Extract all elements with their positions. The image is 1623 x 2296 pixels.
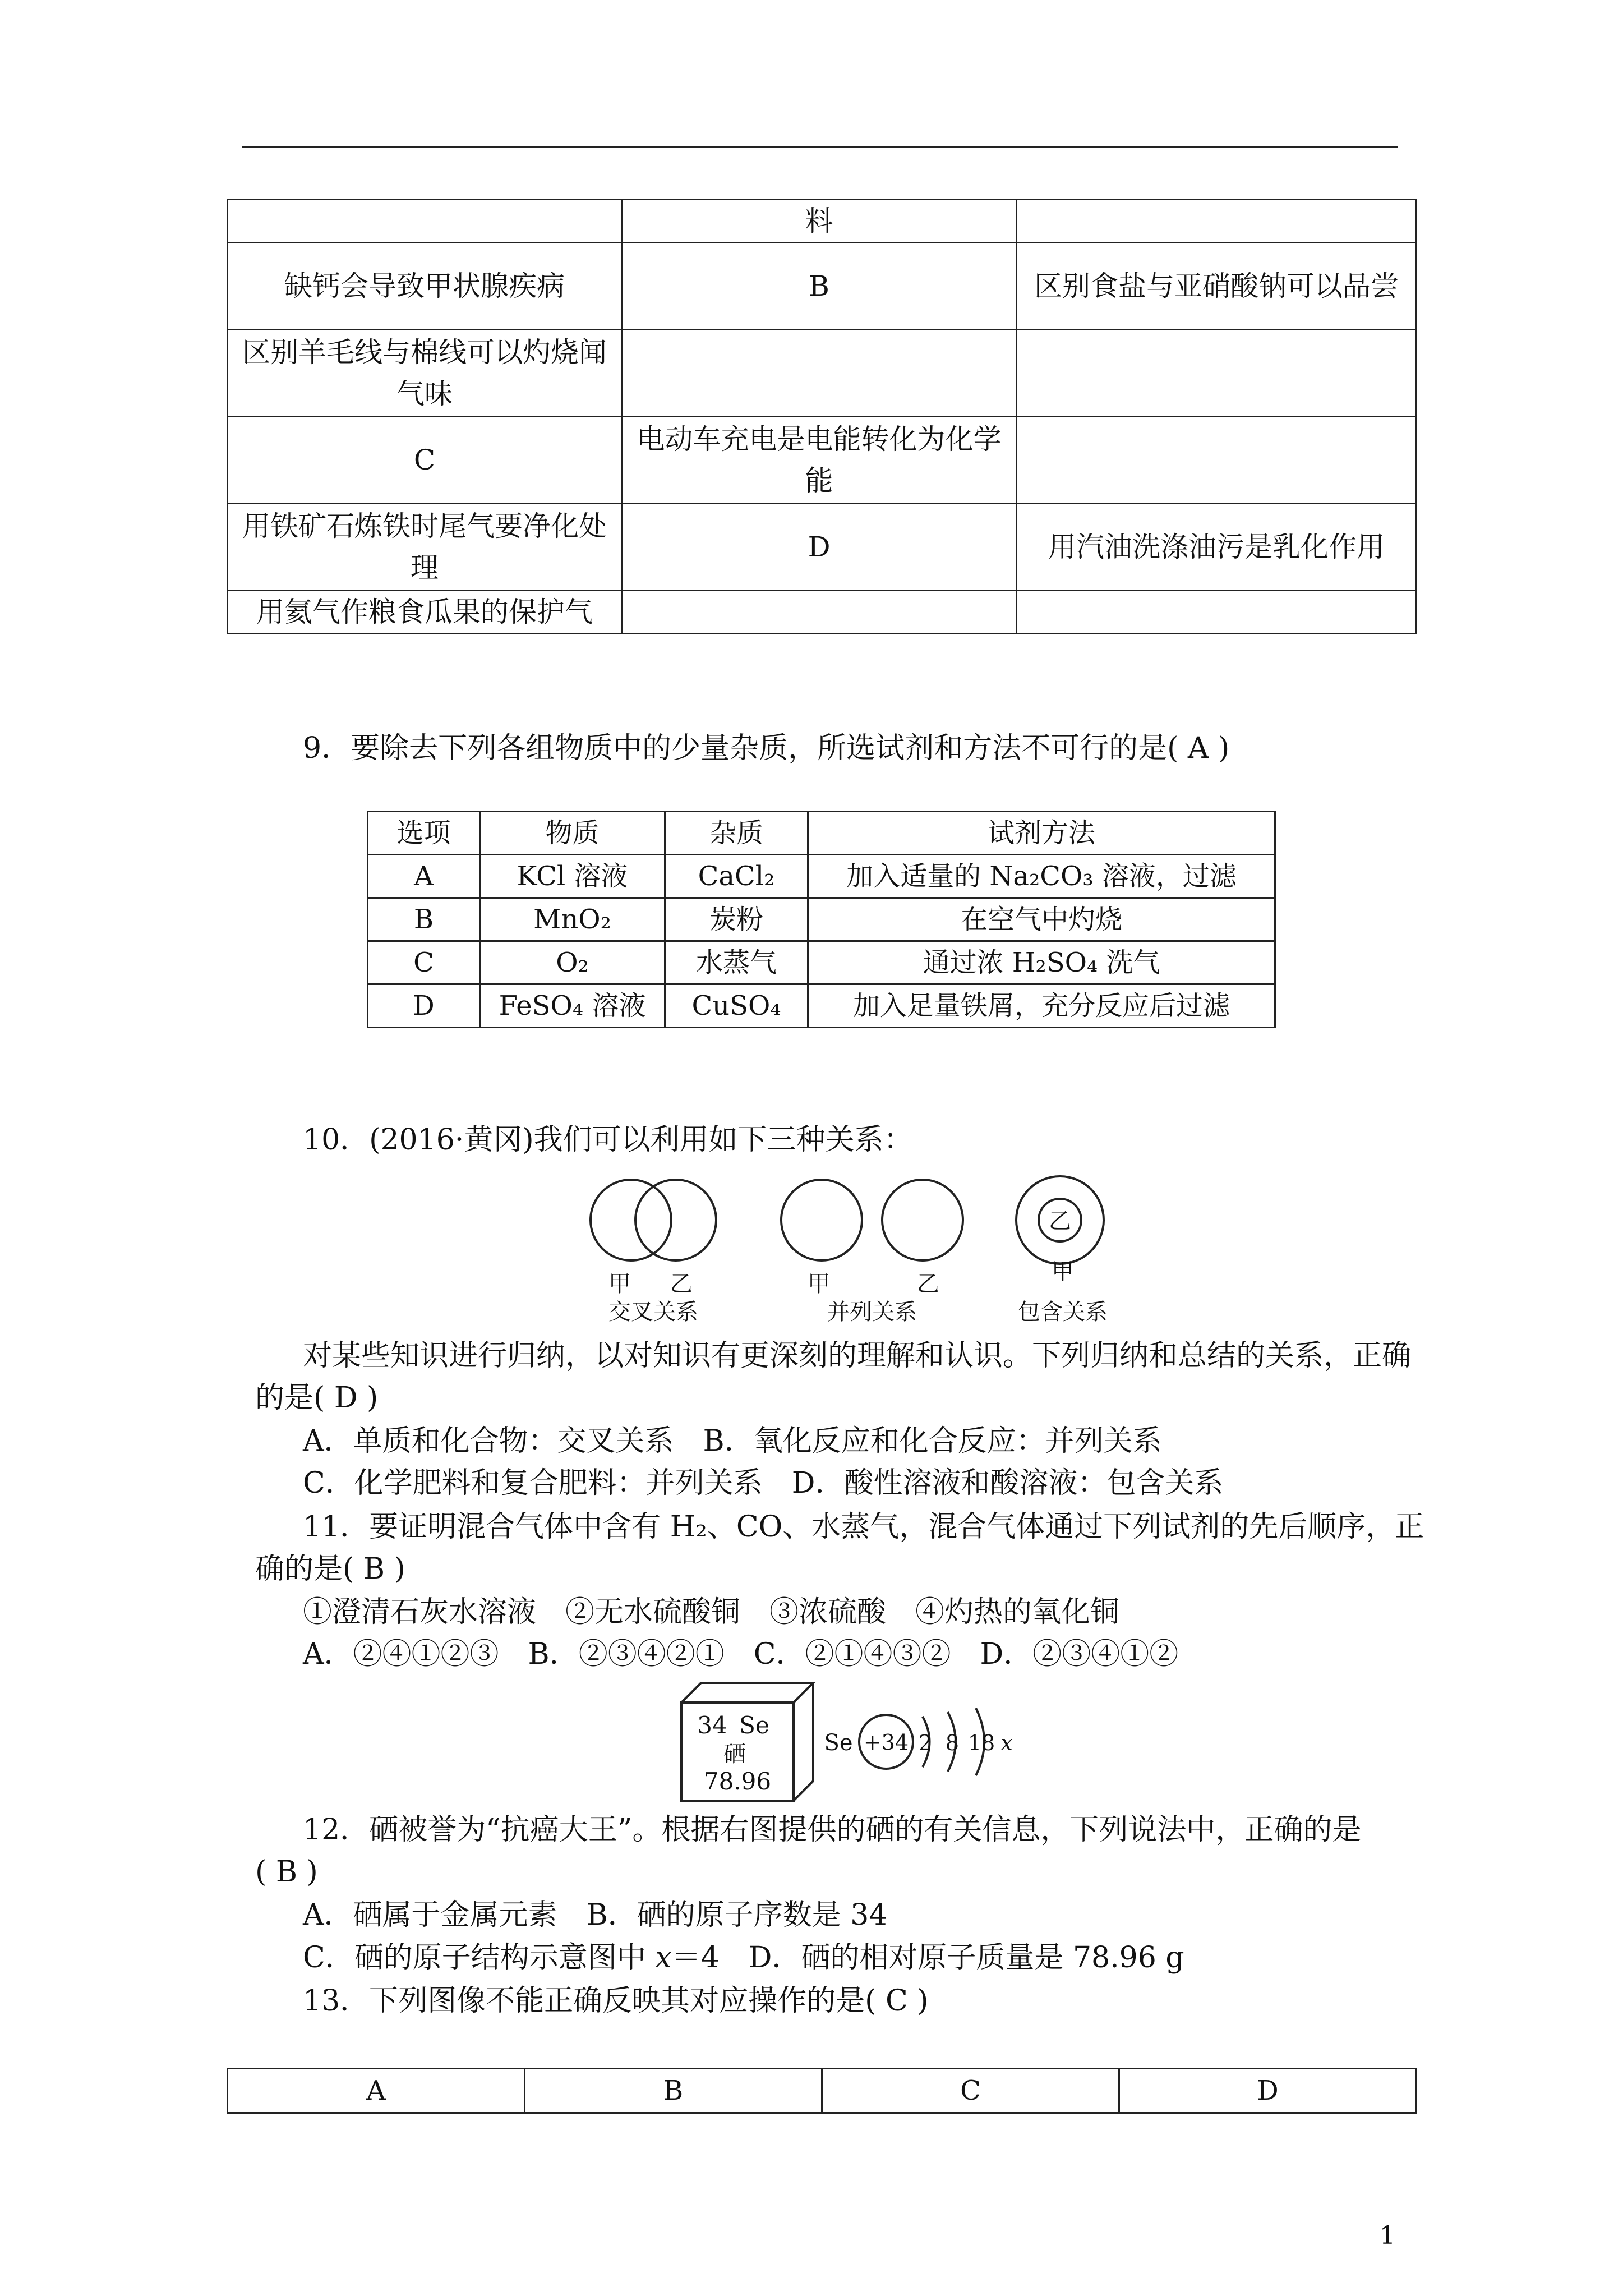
table-cell: D — [622, 504, 1017, 591]
table-cell: C — [228, 417, 622, 504]
table-cell: 缺钙会导致甲状腺疾病 — [228, 243, 622, 330]
q10-options-line1: A．单质和化合物：交叉关系 B．氧化反应和化合反应：并列关系 — [303, 1424, 1162, 1458]
table-cell: CuSO₄ — [665, 984, 808, 1028]
q10-options-line2: C．化学肥料和复合肥料：并列关系 D．酸性溶液和酸溶液：包含关系 — [303, 1466, 1224, 1500]
table-header: 杂质 — [665, 812, 808, 855]
table-cell: 炭粉 — [665, 898, 808, 941]
parallel-circle-yi — [882, 1180, 963, 1260]
q10-body-line2: 的是( D ) — [255, 1381, 379, 1415]
q12-line1: 12．硒被誉为“抗癌大王”。根据右图提供的硒的有关信息，下列说法中，正确的是 — [303, 1813, 1362, 1847]
shell-count-2: 8 — [945, 1731, 960, 1755]
table-cell — [622, 591, 1017, 634]
table-cell: B — [368, 898, 480, 941]
page-number: 1 — [1380, 2221, 1395, 2250]
table-cell: 区别羊毛线与棉线可以灼烧闻气味 — [228, 330, 622, 417]
table-cell: 在空气中灼烧 — [808, 898, 1275, 941]
table-cell — [228, 200, 622, 243]
contain-inner-label: 乙 — [1049, 1208, 1071, 1234]
table-cell: A — [368, 855, 480, 898]
nucleus-charge: +34 — [863, 1730, 909, 1755]
table-cell — [1017, 200, 1417, 243]
table-cell: 加入足量铁屑，充分反应后过滤 — [808, 984, 1275, 1028]
table-header: 物质 — [480, 812, 665, 855]
table-cell: FeSO₄ 溶液 — [480, 984, 665, 1028]
contain-relation-label: 包含关系 — [1018, 1299, 1108, 1324]
q9-stem: 9．要除去下列各组物质中的少量杂质，所选试剂和方法不可行的是( A ) — [303, 731, 1230, 765]
table-cell — [1017, 330, 1417, 417]
cross-relation-label: 交叉关系 — [608, 1299, 698, 1324]
table-cell: B — [622, 243, 1017, 330]
table-cell — [1017, 591, 1417, 634]
table-cell: KCl 溶液 — [480, 855, 665, 898]
parallel-jia-label: 甲 — [808, 1271, 830, 1297]
table-cell: 通过浓 H₂SO₄ 洗气 — [808, 941, 1275, 984]
cross-yi-label: 乙 — [670, 1271, 693, 1297]
table-cell — [622, 330, 1017, 417]
q11-line1: 11．要证明混合气体中含有 H₂、CO、水蒸气，混合气体通过下列试剂的先后顺序，正 — [303, 1510, 1424, 1544]
table-cell: 区别食盐与亚硝酸钠可以品尝 — [1017, 243, 1417, 330]
q12-options-line2 — [303, 1940, 1184, 1976]
parallel-relation-label: 并列关系 — [827, 1299, 917, 1324]
q12-options-line2-a: C．硒的原子结构示意图中 — [303, 1941, 656, 1975]
q12-variable-x: x — [655, 1941, 672, 1975]
shell-count-4: x — [1000, 1731, 1013, 1755]
header-rule — [242, 146, 1398, 148]
shell-count-1: 2 — [918, 1731, 933, 1755]
table-header: A — [228, 2069, 525, 2113]
element-symbol: Se — [739, 1711, 769, 1739]
table-cell: MnO₂ — [480, 898, 665, 941]
shell-count-3: 18 — [967, 1731, 995, 1755]
relation-diagram — [561, 1172, 1122, 1324]
table-cell: 用汽油洗涤油污是乳化作用 — [1017, 504, 1417, 591]
table-cell: 加入适量的 Na₂CO₃ 溶液，过滤 — [808, 855, 1275, 898]
atom-symbol: Se — [824, 1730, 853, 1756]
contain-jia-label: 甲 — [1052, 1259, 1074, 1285]
q13-stem: 13．下列图像不能正确反映其对应操作的是( C ) — [303, 1984, 929, 2018]
cross-jia-label: 甲 — [608, 1271, 631, 1297]
cross-circle-jia — [591, 1180, 671, 1260]
table-cell: 电动车充电是电能转化为化学能 — [622, 417, 1017, 504]
table-cell: CaCl₂ — [665, 855, 808, 898]
selenium-figure — [679, 1677, 1032, 1806]
table-header: 选项 — [368, 812, 480, 855]
q9-table — [367, 811, 1276, 1028]
atomic-number: 34 — [697, 1711, 727, 1739]
table-header: B — [525, 2069, 822, 2113]
q10-stem: 10．(2016·黄冈)我们可以利用如下三种关系： — [303, 1123, 913, 1157]
table-cell: 用铁矿石炼铁时尾气要净化处理 — [228, 504, 622, 591]
parallel-yi-label: 乙 — [917, 1271, 939, 1297]
q13-table — [227, 2068, 1417, 2114]
q11-options: A．②④①②③ B．②③④②① C．②①④③② D．②③④①② — [303, 1637, 1179, 1671]
table-header: D — [1119, 2069, 1417, 2113]
table-header: C — [822, 2069, 1119, 2113]
q12-line2: ( B ) — [255, 1855, 318, 1889]
table-cell: 水蒸气 — [665, 941, 808, 984]
table-cell: 料 — [622, 200, 1017, 243]
table-cell: C — [368, 941, 480, 984]
table-header: 试剂方法 — [808, 812, 1275, 855]
parallel-circle-jia — [781, 1180, 862, 1260]
table-cell — [1017, 417, 1417, 504]
q11-reagents: ①澄清石灰水溶液 ②无水硫酸铜 ③浓硫酸 ④灼热的氧化铜 — [303, 1595, 1120, 1629]
q11-line2: 确的是( B ) — [255, 1552, 405, 1586]
atomic-mass: 78.96 — [703, 1768, 772, 1795]
table-cell: 用氦气作粮食瓜果的保护气 — [228, 591, 622, 634]
q12-options-line2-b: ＝4 D．硒的相对原子质量是 78.96 g — [671, 1941, 1184, 1975]
table-cell: D — [368, 984, 480, 1028]
cross-circle-yi — [635, 1180, 716, 1260]
table-cell: O₂ — [480, 941, 665, 984]
q12-options-line1: A．硒属于金属元素 B．硒的原子序数是 34 — [303, 1898, 888, 1932]
knowledge-table — [227, 199, 1417, 634]
element-name: 硒 — [723, 1741, 746, 1767]
q10-body-line1: 对某些知识进行归纳，以对知识有更深刻的理解和认识。下列归纳和总结的关系，正确 — [303, 1339, 1412, 1373]
